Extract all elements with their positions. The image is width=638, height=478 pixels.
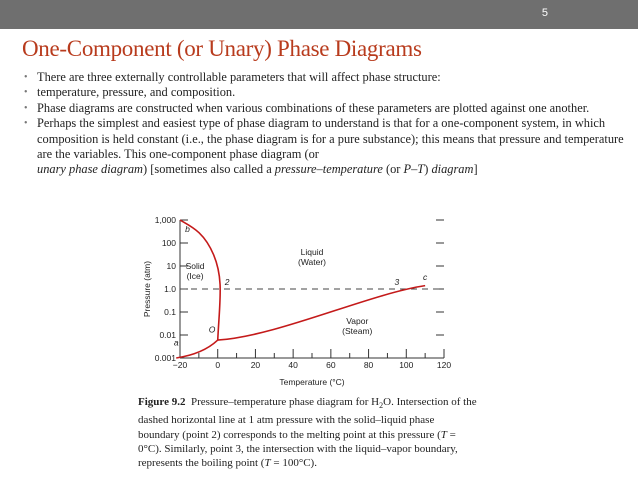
bullet-item: • temperature, pressure, and composition. <box>24 85 624 100</box>
region-label-vapor: (Steam) <box>342 326 373 337</box>
x-tick-label: 20 <box>250 360 261 370</box>
figure-caption <box>138 395 478 470</box>
y-tick-label: 0.01 <box>159 330 176 340</box>
region-label-liquid: Liquid <box>300 247 324 258</box>
liquid-vapor-boundary <box>218 286 425 340</box>
page-number: 5 <box>541 7 548 19</box>
point-label-O: O <box>208 324 216 335</box>
point-label-c: c <box>423 271 428 282</box>
x-axis-title: Temperature (°C) <box>279 377 345 387</box>
x-tick-label: 80 <box>363 360 374 370</box>
point-label-b: b <box>185 224 190 235</box>
region-label-solid: (Ice) <box>186 271 204 281</box>
bullet-item-continuation: unary phase diagram) [sometimes also called a pressure–temperature (or P–T) diagram] <box>37 162 478 177</box>
bullet-item: • Phase diagrams are constructed when various combinations of these parameters are plotted against one another. <box>24 101 624 116</box>
y-tick-label: 100 <box>161 238 176 248</box>
x-tick-label: 40 <box>288 360 298 370</box>
solid-vapor-boundary <box>176 340 218 358</box>
y-tick-label: 1,000 <box>154 215 176 225</box>
x-tick-label: −20 <box>172 360 188 370</box>
y-axis-title: Pressure (atm) <box>142 260 152 318</box>
point-label-a: a <box>173 337 179 348</box>
region-label-solid: Solid <box>185 261 205 271</box>
caption-body: Intersection of the dashed horizontal line at 1 atm pressure with the solid–liquid phase boundary (point 2) corresponds to the melting point at this pressure (T = 0°C). Similarly, point 3, the intersection with the liquid–vapor boundary, represents the boiling point (T = 100°C). <box>138 396 477 469</box>
y-tick-label: 0.1 <box>164 307 176 317</box>
caption-title: Pressure–temperature phase diagram for $H_2O$. <box>190 396 394 411</box>
region-label-liquid: (Water) <box>297 257 327 268</box>
slide-title: One-Component (or Unary) Phase Diagrams <box>22 36 422 61</box>
bullet-item: • There are three externally controllable parameters that will affect phase structure: <box>24 70 624 85</box>
x-tick-label: 100 <box>399 360 414 370</box>
x-tick-label: 0 <box>215 360 221 370</box>
region-label-vapor: Vapor <box>346 316 369 327</box>
bullet-item: • Perhaps the simplest and easiest type of phase diagram to understand is that for a one-component system, in which composition is held constant (i.e., the phase diagram is for a pure substance); this means that pressure and temperature are the variables. This one-component phase diagram (or <box>24 116 624 162</box>
point-label-3: 3 <box>394 276 400 287</box>
y-tick-label: 1.0 <box>164 284 176 294</box>
x-tick-label: 120 <box>436 360 452 370</box>
x-tick-label: 60 <box>326 360 336 370</box>
caption-label: Figure 9.2 <box>138 396 186 408</box>
y-tick-label: 10 <box>166 261 176 271</box>
point-label-2: 2 <box>224 276 230 287</box>
y-tick-label: 0.001 <box>154 353 176 363</box>
